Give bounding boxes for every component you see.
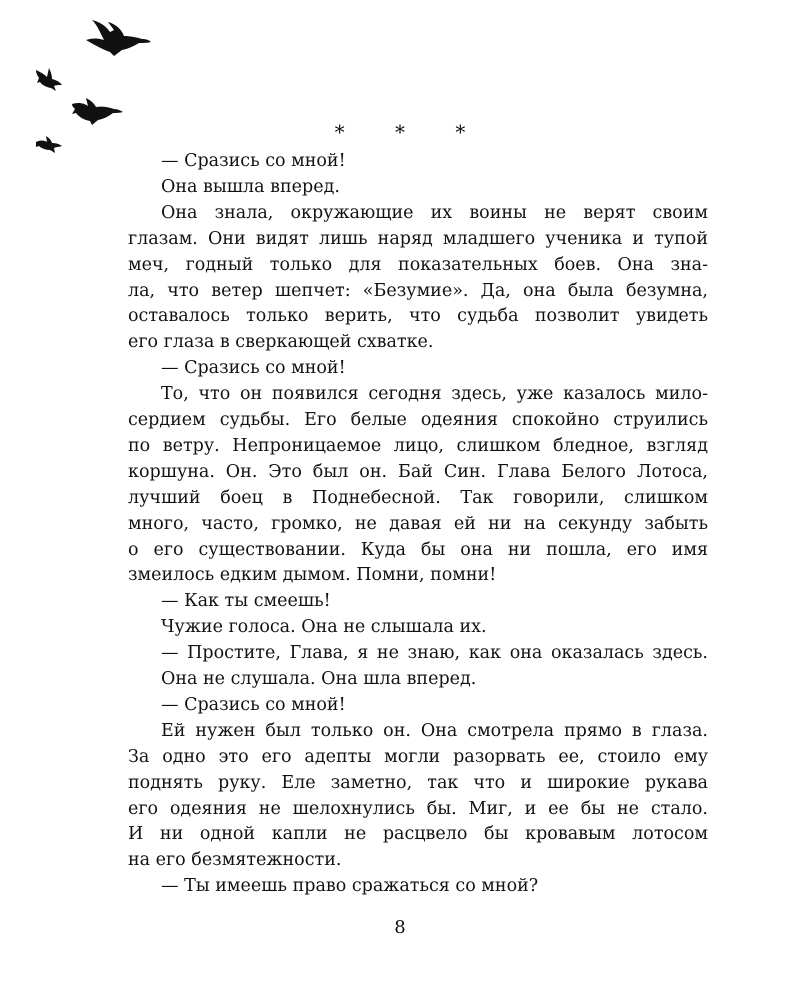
text-line: — Ты имеешь право сражаться со мной? [161,876,539,897]
text-line: на его безмятежности. [128,850,342,871]
text-line: — Как ты смеешь! [161,591,331,612]
text-line: оставалось только верить, что судьба позволит увидеть [128,306,708,327]
text-line: сердием судьбы. Его белые одеяния спокойно струились [128,410,708,430]
text-line: коршуна. Он. Это был он. Бай Син. Глава Белого Лотоса, [128,461,708,482]
crow-silhouette-icon [84,18,152,58]
text-line: Чужие голоса. Она не слышала их. [161,617,487,638]
text-line: ла, что ветер шепчет: «Безумие». Да, она была безумна, [128,280,708,301]
text-line: его глаза в сверкающей схватке. [128,332,434,353]
text-line: глазам. Они видят лишь наряд младшего ученика и тупой [128,228,708,249]
crow-silhouette-icon [34,66,64,92]
text-line: меч, годный только для показательных боев. Она зна- [128,254,708,275]
text-line: Она вышла вперед. [161,176,340,197]
page-number: 8 [394,917,406,938]
text-line: — Сразись со мной! [161,151,346,171]
text-line: по ветру. Непроницаемое лицо, слишком бледное, взгляд [128,435,708,456]
text-line: И ни одной капли не расцвело бы кровавым лотосом [128,824,708,845]
text-line: — Сразись со мной! [161,358,346,379]
text-line: — Сразись со мной! [161,694,346,715]
text-line: поднять руку. Еле заметно, так что и широкие рукава [128,772,708,793]
scene-break: * * * [334,120,488,144]
text-line: То, что он появился сегодня здесь, уже казалось мило- [161,384,708,405]
text-line: много, часто, громко, не давая ей ни на секунду забыть [128,513,708,534]
text-line: Она не слушала. Она шла вперед. [161,669,477,689]
text-line: За одно это его адепты могли разорвать ее, стоило ему [128,746,708,767]
text-line: его одеяния не шелохнулись бы. Миг, и ее бы не стало. [128,798,708,819]
text-line: о его существовании. Куда бы она ни пошла, его имя [128,539,708,560]
text-line: лучший боец в Поднебесной. Так говорили, слишком [128,487,708,508]
text-line: Она знала, окружающие их воины не верят своим [161,202,708,223]
text-line: Ей нужен был только он. Она смотрела прямо в глаза. [161,720,708,741]
text-line: — Простите, Глава, я не знаю, как она оказалась здесь. [161,643,708,664]
text-line: змеилось едким дымом. Помни, помни! [128,565,497,586]
